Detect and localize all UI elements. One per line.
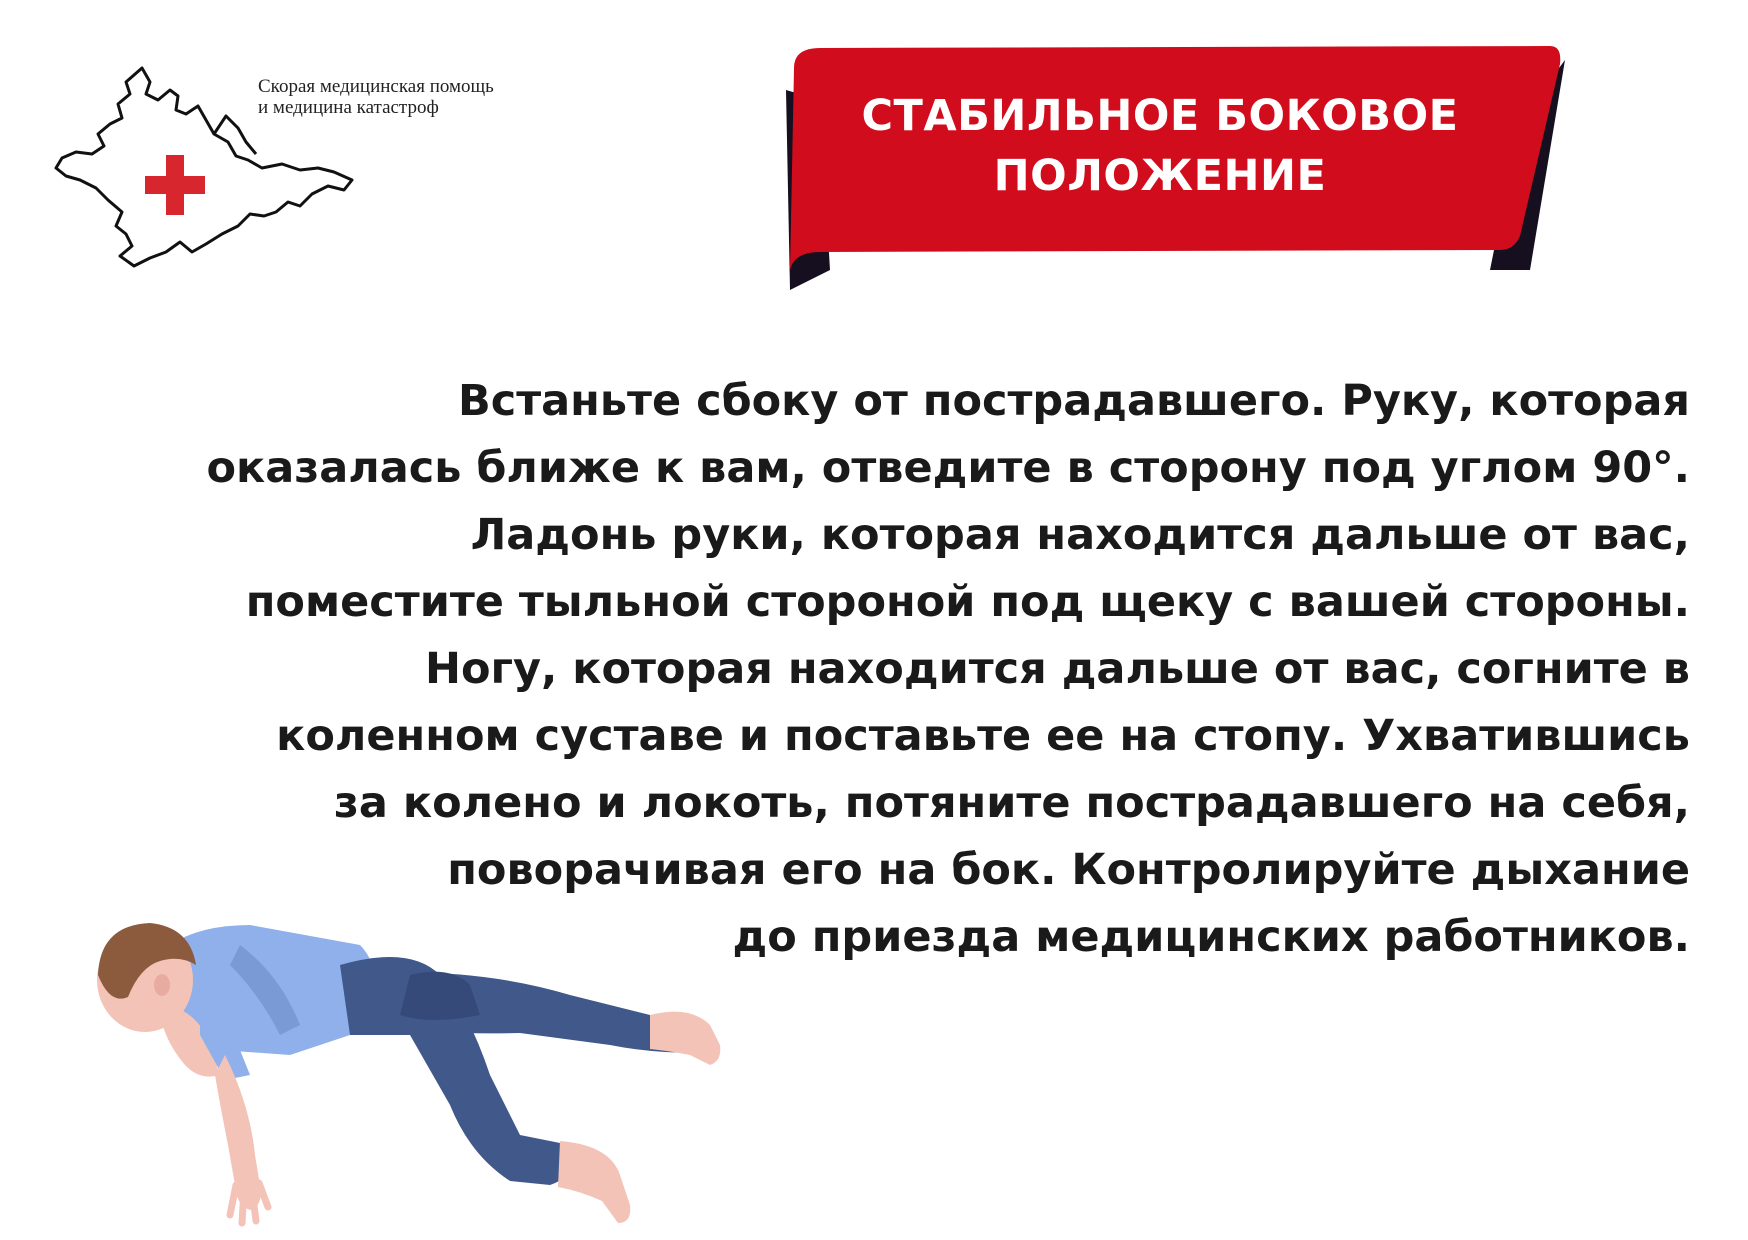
instruction-line: оказалась ближе к вам, отведите в сторону под углом 90°. — [206, 443, 1690, 493]
logo-line-1: Скорая медицинская помощь — [258, 76, 494, 97]
organization-logo — [0, 30, 620, 290]
title-line-2: ПОЛОЖЕНИЕ — [993, 151, 1327, 201]
recovery-position-illustration — [50, 905, 750, 1235]
instruction-line: за колено и локоть, потяните пострадавшего на себя, — [333, 778, 1690, 828]
title-line-1: СТАБИЛЬНОЕ БОКОВОЕ — [861, 91, 1459, 141]
instruction-line: до приезда медицинских работников. — [732, 912, 1690, 962]
instruction-line: коленном суставе и поставьте ее на стопу. Ухватившись — [276, 711, 1690, 761]
instruction-line: поворачивая его на бок. Контролируйте дыхание — [447, 845, 1690, 895]
instruction-line: Встаньте сбоку от пострадавшего. Руку, которая — [457, 376, 1690, 426]
title-banner — [760, 40, 1570, 300]
page-title — [800, 86, 1520, 206]
instruction-line: Ладонь руки, которая находится дальше от вас, — [470, 510, 1690, 560]
logo-line-2: и медицина катастроф — [258, 97, 439, 118]
recovery-position-person-icon — [50, 905, 750, 1235]
instruction-line: поместите тыльной стороной под щеку с вашей стороны. — [245, 577, 1690, 627]
instruction-text — [70, 368, 1690, 971]
instruction-line: Ногу, которая находится дальше от вас, согните в — [424, 644, 1690, 694]
crimea-red-cross-icon — [0, 30, 620, 290]
